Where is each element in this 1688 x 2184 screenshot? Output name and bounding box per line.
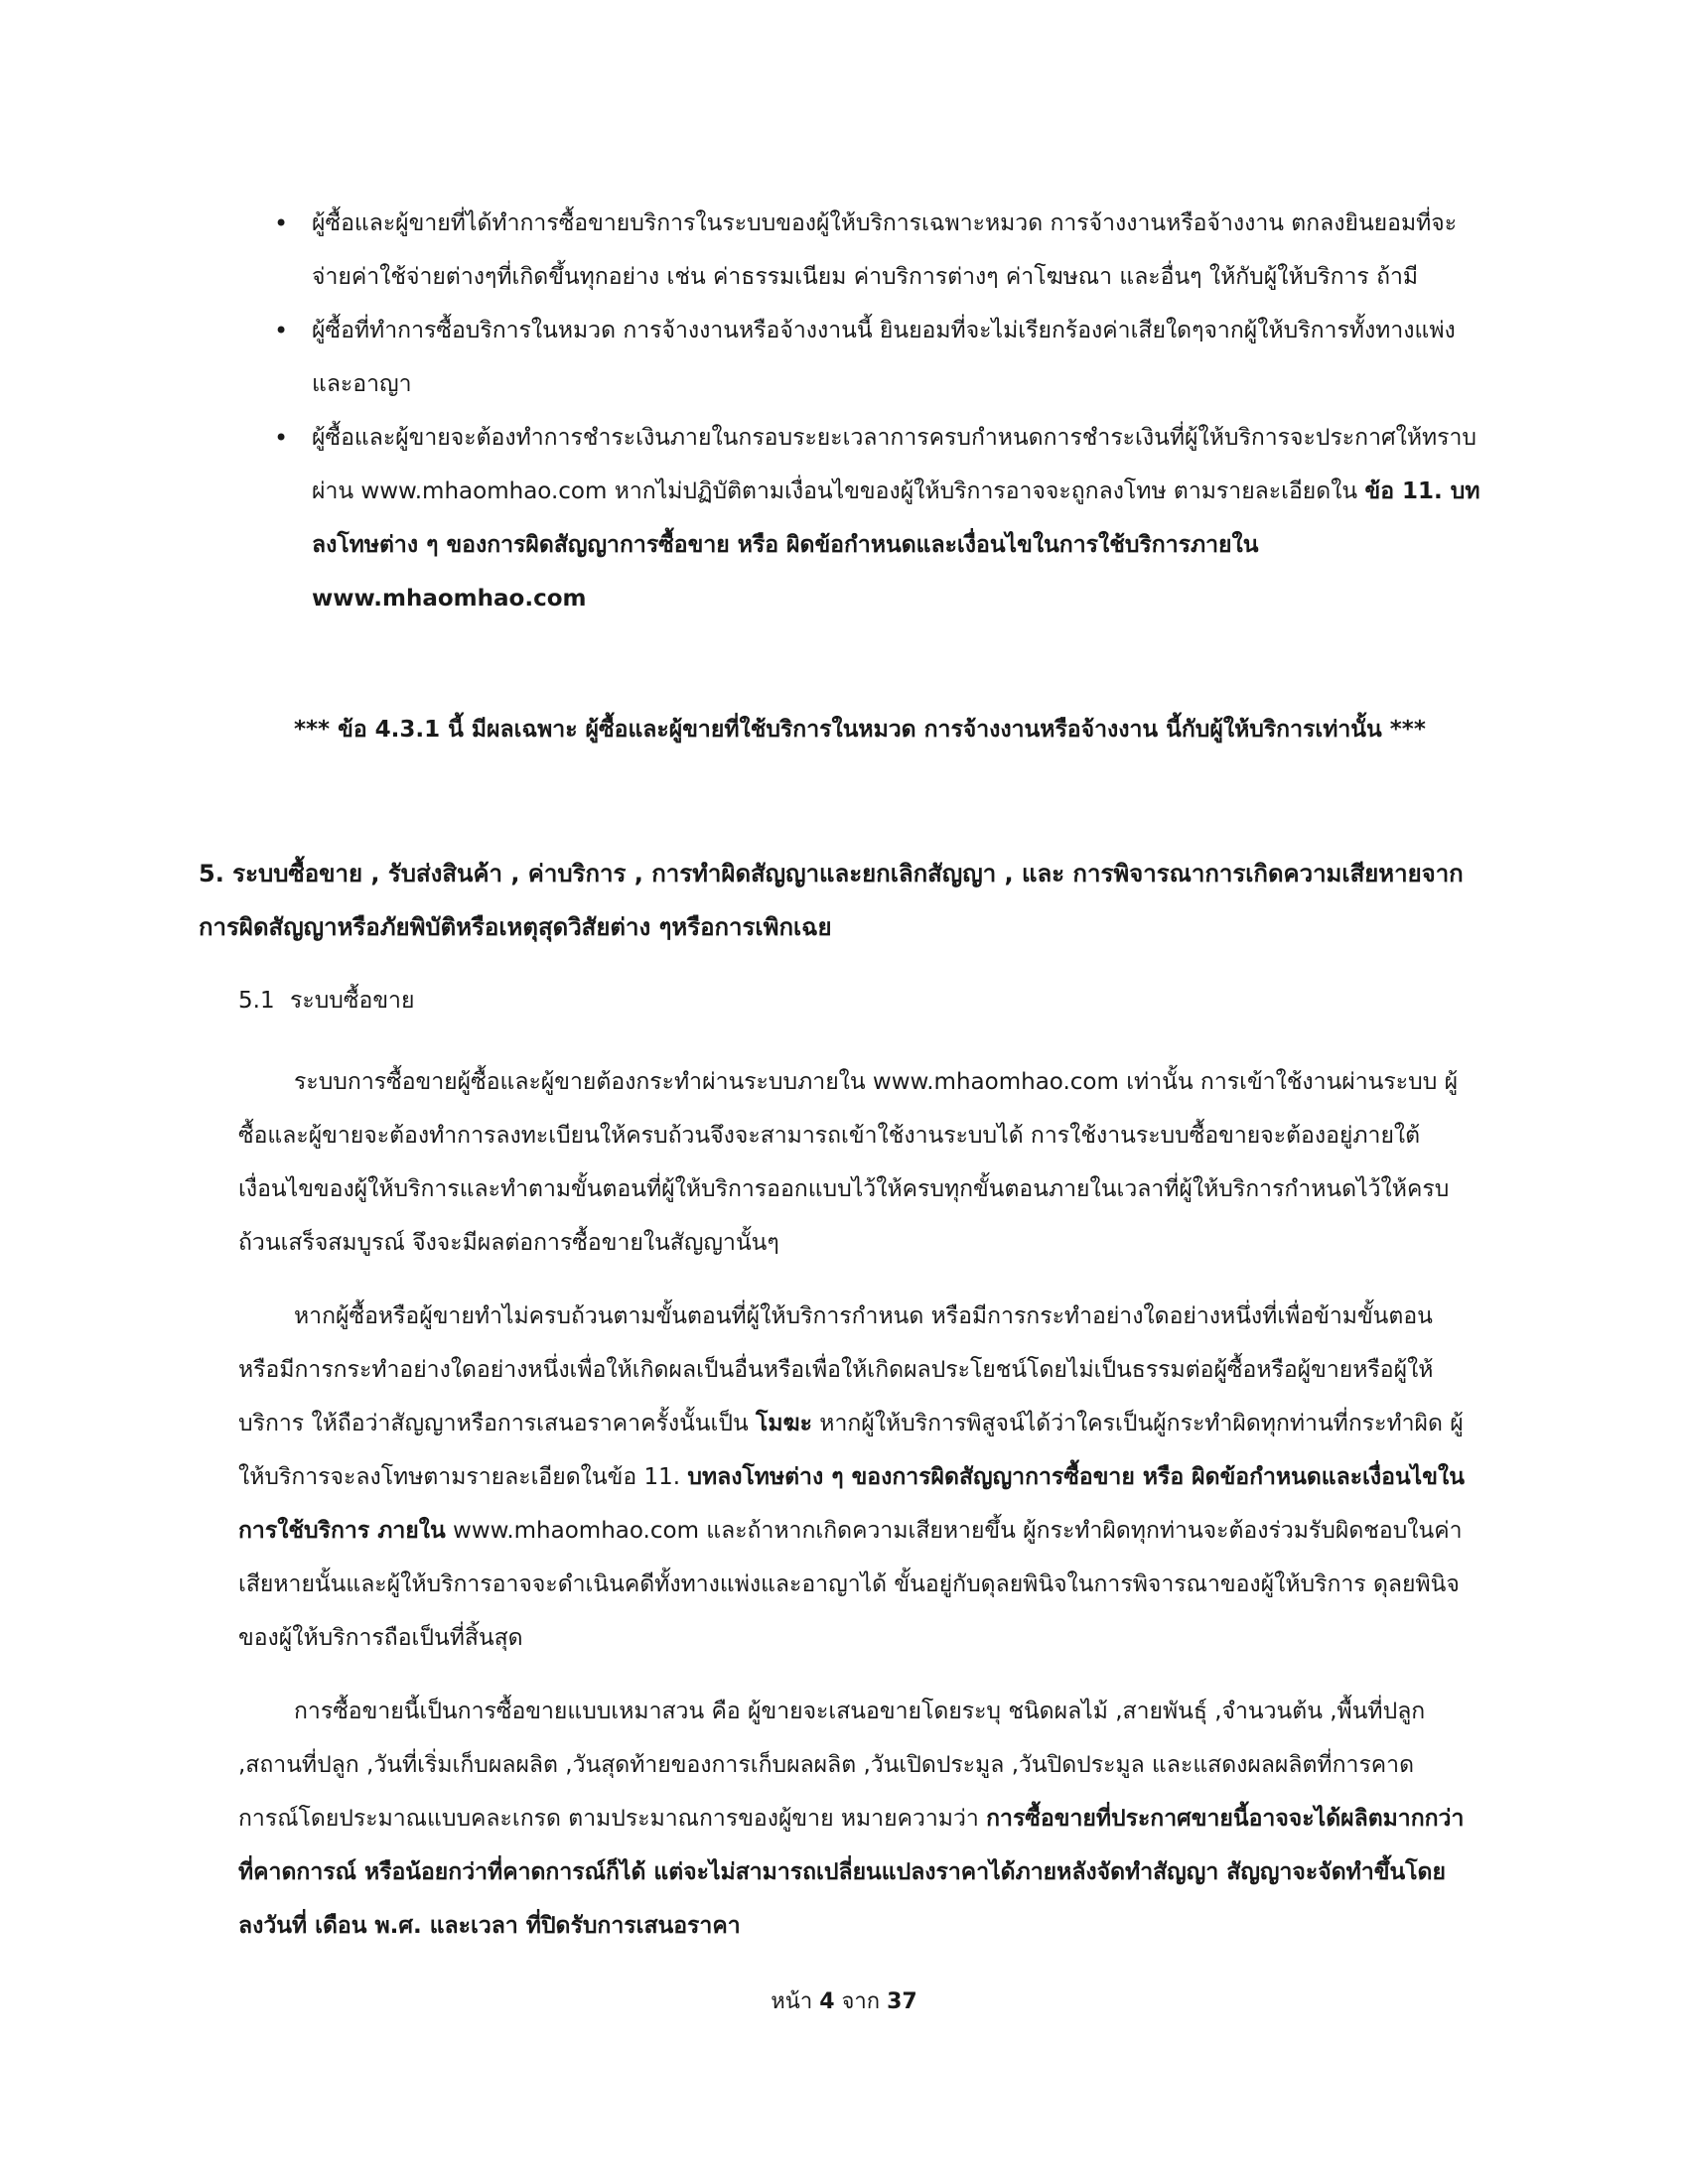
list-item <box>266 411 1487 625</box>
page-label: หน้า <box>771 1989 813 2014</box>
bullet-icon: • <box>274 424 289 452</box>
paragraph-2-text: www.mhaomhao.com และถ้าหากเกิดความเสียหายขึ้น ผู้กระทำผิดทุกท่านจะต้องร่วมรับผิดชอบในค่าเสียหายนั้นและผู้ให้บริการอาจจะดำเนินคดีทั้งทางแพ่งและอาญาได้ ขั้นอยู่กับดุลยพินิจในการพิจารณาของผู้ให้บริการ ดุลยพินิจของผู้ให้บริการถือเป็นที่สิ้นสุด <box>238 1518 1463 1651</box>
paragraph-2-text: หากผู้ให้บริการพิสูจน์ได้ว่าใครเป็นผู้กระทำผิดทุกท่านที่กระทำผิด ผู้ให้บริการจะลงโทษตามรายละเอียดในข้อ 11. <box>238 1411 1464 1490</box>
bullet-icon: • <box>274 317 289 344</box>
subsection-title: ระบบซื้อขาย <box>290 988 415 1014</box>
bullet-text: ผู้ซื้อที่ทำการซื้อบริการในหมวด การจ้างงานหรือจ้างงานนี้ ยินยอมที่จะไม่เรียกร้องค่าเสียใดๆจากผู้ให้บริการทั้งทางแพ่งและอาญา <box>312 318 1456 397</box>
page-footer <box>0 1987 1688 2017</box>
bullet-list <box>266 197 1487 625</box>
bullet-bold-reference: ข้อ 11. บทลงโทษต่าง ๆ ของการผิดสัญญาการซื้อขาย หรือ ผิดข้อกำหนดและเงื่อนไขในการใช้บริการภายใน www.mhaomhao.com <box>312 478 1480 612</box>
section-heading: 5. ระบบซื้อขาย , รับส่งสินค้า , ค่าบริการ , การทำผิดสัญญาและยกเลิกสัญญา , และ การพิจารณาการเกิดความเสียหายจากการผิดสัญญาหรือภัยพิบัติหรือเหตุสุดวิสัยต่าง ๆหรือการเพิกเฉย <box>199 860 1464 941</box>
paragraph-3-bold-text: การซื้อขายที่ประกาศขายนี้อาจจะได้ผลิตมากกว่าที่คาดการณ์ หรือน้อยกว่าที่คาดการณ์ก็ได้ แต่จะไม่สามารถเปลี่ยนแปลงราคาได้ภายหลังจัดทำสัญญา สัญญาจะจัดทำขึ้นโดยลงวันที่ เดือน พ.ศ. และเวลา ที่ปิดรับการเสนอราคา <box>238 1806 1465 1939</box>
list-item <box>266 197 1487 304</box>
void-term: โมฆะ <box>756 1411 812 1436</box>
paragraph-3-text: การซื้อขายนี้เป็นการซื้อขายแบบเหมาสวน คือ ผู้ขายจะเสนอขายโดยระบุ ชนิดผลไม้ ,สายพันธุ์ ,จำนวนต้น ,พื้นที่ปลูก ,สถานที่ปลูก ,วันที่เริ่มเก็บผลผลิต ,วันสุดท้ายของการเก็บผลผลิต ,วันเปิดประมูล ,วันปิดประมูล และแสดงผลผลิตที่การคาดการณ์โดยประมาณแบบคละเกรด ตามประมาณการของผู้ขาย หมายความว่า <box>238 1699 1426 1832</box>
bullet-icon: • <box>274 209 289 237</box>
page-of-label: จาก <box>841 1989 881 2014</box>
paragraph-1: ระบบการซื้อขายผู้ซื้อและผู้ขายต้องกระทำผ่านระบบภายใน www.mhaomhao.com เท่านั้น การเข้าใช้งานผ่านระบบ ผู้ซื้อและผู้ขายจะต้องทำการลงทะเบียนให้ครบถ้วนจึงจะสามารถเข้าใช้งานระบบได้ การใช้งานระบบซื้อขายจะต้องอยู่ภายใต้เงื่อนไขของผู้ให้บริการและทำตามขั้นตอนที่ผู้ให้บริการออกแบบไว้ให้ครบทุกขั้นตอนภายในเวลาที่ผู้ให้บริการกำหนดไว้ให้ครบถ้วนเสร็จสมบูรณ์ จึงจะมีผลต่อการซื้อขายในสัญญานั้นๆ <box>238 1069 1459 1256</box>
list-item <box>266 304 1487 411</box>
bullet-text: ผู้ซื้อและผู้ขายที่ได้ทำการซื้อขายบริการในระบบของผู้ให้บริการเฉพาะหมวด การจ้างงานหรือจ้างงาน ตกลงยินยอมที่จะจ่ายค่าใช้จ่ายต่างๆที่เกิดขึ้นทุกอย่าง เช่น ค่าธรรมเนียม ค่าบริการต่างๆ ค่าโฆษณา และอื่นๆ ให้กับผู้ให้บริการ ถ้ามี <box>312 210 1458 290</box>
subsection-number: 5.1 <box>238 988 275 1014</box>
section-note: *** ข้อ 4.3.1 นี้ มีผลเฉพาะ ผู้ซื้อและผู้ขายที่ใช้บริการในหมวด การจ้างงานหรือจ้างงาน นี้กับผู้ให้บริการเท่านั้น *** <box>294 717 1426 743</box>
paragraph-2-text: หากผู้ซื้อหรือผู้ขายทำไม่ครบถ้วนตามขั้นตอนที่ผู้ให้บริการกำหนด หรือมีการกระทำอย่างใดอย่างหนึ่งที่เพื่อข้ามขั้นตอน หรือมีการกระทำอย่างใดอย่างหนึ่งเพื่อให้เกิดผลเป็นอื่นหรือเพื่อให้เกิดผลประโยชน์โดยไม่เป็นธรรมต่อผู้ซื้อหรือผู้ขายหรือผู้ให้บริการ ให้ถือว่าสัญญาหรือการเสนอราคาครั้งนั้นเป็น <box>238 1303 1434 1436</box>
penalty-reference: บทลงโทษต่าง ๆ ของการผิดสัญญาการซื้อขาย หรือ ผิดข้อกำหนดและเงื่อนไขในการใช้บริการ ภายใน <box>238 1464 1465 1544</box>
total-pages-number: 37 <box>887 1989 917 2014</box>
bullet-text: ผู้ซื้อและผู้ขายจะต้องทำการชำระเงินภายในกรอบระยะเวลาการครบกำหนดการชำระเงินที่ผู้ให้บริการจะประกาศให้ทราบผ่าน www.mhaomhao.com หากไม่ปฏิบัติตามเงื่อนไขของผู้ให้บริการอาจจะถูกลงโทษ ตามรายละเอียดใน <box>312 425 1477 504</box>
paragraph-2 <box>238 1290 1470 1665</box>
subsection-heading <box>238 981 414 1021</box>
current-page-number: 4 <box>819 1989 835 2014</box>
paragraph-3 <box>238 1685 1470 1953</box>
